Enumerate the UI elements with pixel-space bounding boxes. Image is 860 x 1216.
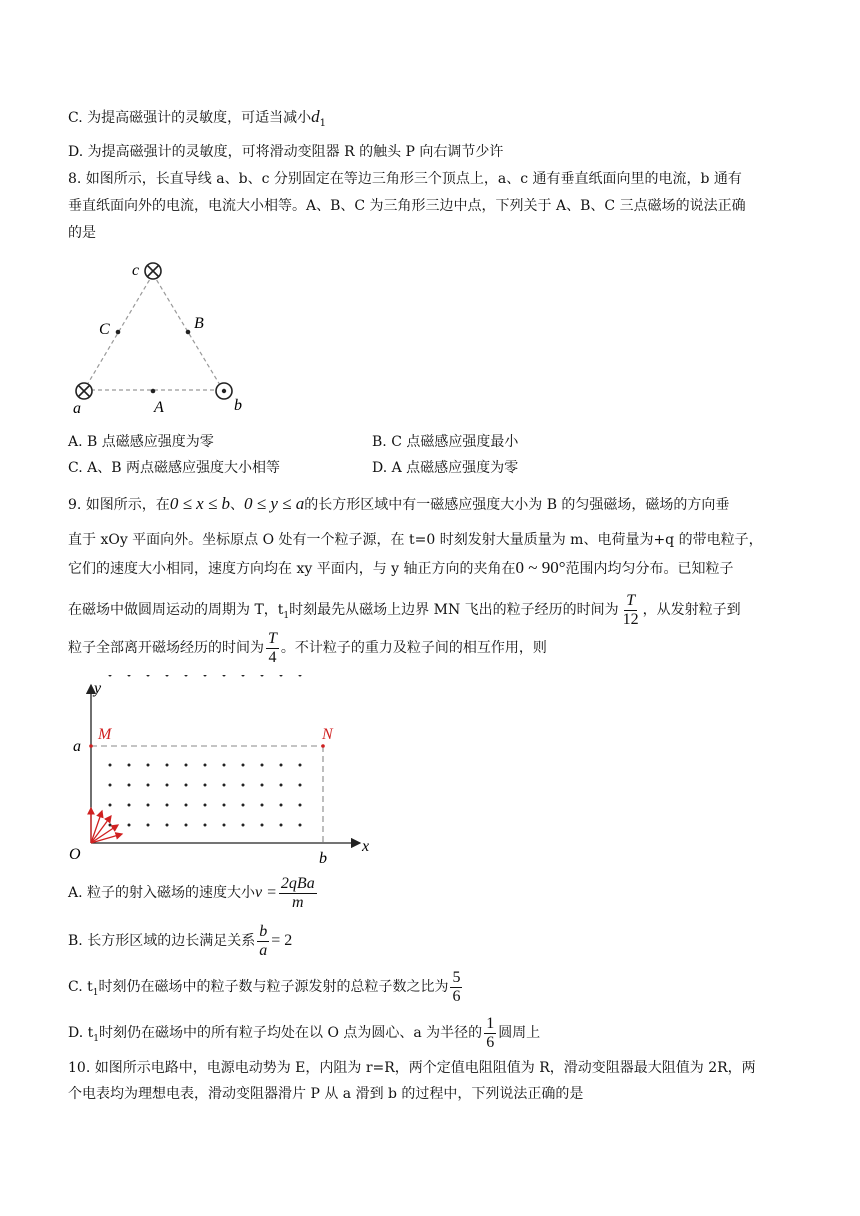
fraction-b-over-a: $\frac{b}{a}$ bbox=[259, 922, 268, 959]
q8-option-b: B. C 点磁感应强度最小 bbox=[372, 434, 519, 450]
field-out-of-page-dots bbox=[109, 675, 302, 677]
label-c: c bbox=[132, 262, 140, 279]
q10-stem-line1: 10. 如图所示电路中，电源电动势为 E，内阻为 r=R，两个定值电阻阻值为 R，滑动变阻器最大阻值为 2R，两 bbox=[68, 1060, 756, 1076]
q8-stem-line2: 垂直纸面向外的电流，电流大小相等。A、B、C 为三角形三边中点，下列关于 A、B、C 三点磁场的说法正确 bbox=[68, 198, 746, 214]
q8-option-c: C. A、B 两点磁感应强度大小相等 bbox=[68, 460, 280, 476]
label-a-axis: a bbox=[73, 738, 81, 755]
q9-stem-line5: 粒子全部离开磁场经历的时间为 $\frac{T}{4}$ 。不计粒子的重力及粒子间的相互作用，则 bbox=[68, 629, 547, 666]
fraction-2qba-over-m: $\frac{\text{2qBa}}{m}$ bbox=[280, 874, 315, 911]
q8-stem-line1: 8. 如图所示，长直导线 a、b、c 分别固定在等边三角形三个顶点上，a、c 通有垂直纸面向里的电流，b 通有 bbox=[68, 171, 742, 187]
wire-b-out-of-page-icon bbox=[216, 383, 232, 399]
q8-triangle-figure bbox=[60, 250, 260, 420]
velocity-arrows-icon bbox=[91, 808, 122, 843]
q9-option-c: C. $t_1$时刻仍在磁场中的粒子数与粒子源发射的总粒子数之比为 $\frac{5}{6}$ bbox=[68, 968, 461, 1005]
fraction-5-over-6: $\frac{5}{6}$ bbox=[452, 968, 461, 1005]
q9-stem-line3: 它们的速度大小相同，速度方向均在 xy 平面内，与 y 轴正方向的夹角在0 ~ 90°范围内均匀分布。已知粒子 bbox=[68, 558, 734, 577]
q9-stem-line2: 直于 xOy 平面向外。坐标原点 O 处有一个粒子源，在 t=0 时刻发射大量质量为 m、电荷量为+q 的带电粒子， bbox=[68, 532, 763, 548]
label-b: b bbox=[234, 397, 242, 414]
q9-magnetic-field-figure bbox=[60, 675, 390, 865]
fraction-1-over-6: $\frac{1}{6}$ bbox=[486, 1014, 495, 1051]
label-C: C bbox=[99, 321, 110, 338]
label-x: x bbox=[362, 838, 370, 855]
label-a: a bbox=[73, 400, 81, 417]
q8-option-d: D. A 点磁感应强度为零 bbox=[372, 460, 519, 476]
wire-a-into-page-icon bbox=[76, 383, 92, 399]
q9-option-a: A. 粒子的射入磁场的速度大小v = $\frac{\text{2qBa}}{m}$ bbox=[68, 874, 315, 911]
q9-stem-line4: 在磁场中做圆周运动的周期为 T，$t_1$时刻最先从磁场上边界 MN 飞出的粒子经历的时间为 $\frac{T}{12}$ ，从发射粒子到 bbox=[68, 591, 741, 628]
q7-option-c: C. 为提高磁强计的灵敏度，可适当减小$d_1$ bbox=[68, 107, 326, 129]
midpoint-C-dot bbox=[116, 330, 121, 335]
label-O: O bbox=[69, 846, 81, 863]
label-M: M bbox=[98, 726, 112, 743]
fraction-t-over-4: $\frac{T}{4}$ bbox=[268, 629, 277, 666]
wire-c-into-page-icon bbox=[145, 263, 161, 279]
q9-stem-line1: 9. 如图所示，在0 ≤ x ≤ b、0 ≤ y ≤ a的长方形区域中有一磁感应强度大小为 B 的匀强磁场，磁场的方向垂 bbox=[68, 494, 730, 513]
label-y: y bbox=[94, 680, 102, 697]
fraction-t-over-12: $\frac{T}{12}$ bbox=[622, 591, 639, 628]
q7-option-d: D. 为提高磁强计的灵敏度，可将滑动变阻器 R 的触头 P 向右调节少许 bbox=[68, 144, 504, 160]
label-B: B bbox=[194, 315, 204, 332]
midpoint-A-dot bbox=[151, 389, 156, 394]
q9-option-b: B. 长方形区域的边长满足关系 $\frac{b}{a}$ = 2 bbox=[68, 922, 293, 959]
label-A: A bbox=[154, 399, 164, 416]
midpoint-B-dot bbox=[186, 330, 191, 335]
q9-option-d: D. $t_1$时刻仍在磁场中的所有粒子均处在以 O 点为圆心、a 为半径的 $\frac{1}{6}$ 圆周上 bbox=[68, 1014, 541, 1051]
q8-stem-line3: 的是 bbox=[68, 225, 96, 241]
label-N: N bbox=[322, 726, 333, 743]
label-b-axis: b bbox=[319, 850, 327, 865]
q10-stem-line2: 个电表均为理想电表，滑动变阻器滑片 P 从 a 滑到 b 的过程中，下列说法正确的是 bbox=[68, 1086, 584, 1102]
q8-option-a: A. B 点磁感应强度为零 bbox=[68, 434, 214, 450]
